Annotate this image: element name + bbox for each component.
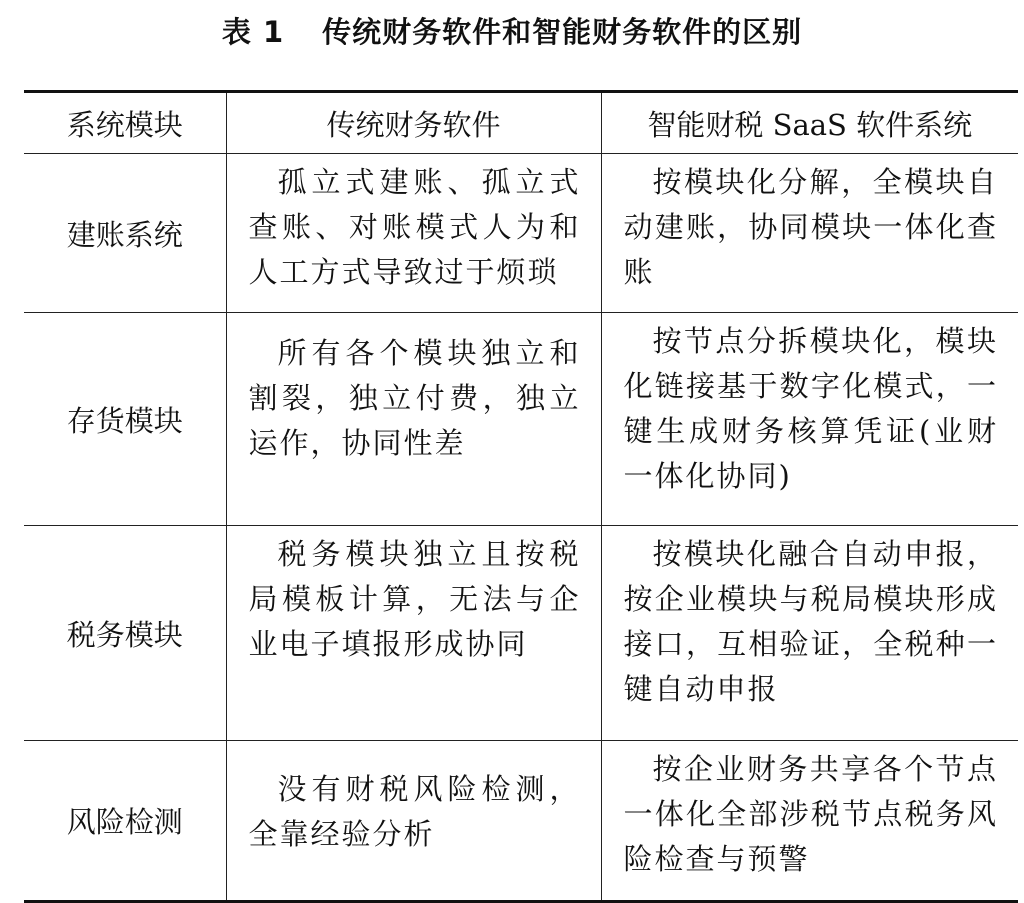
traditional-cell [226, 154, 601, 313]
table-caption [0, 12, 1024, 52]
saas-cell [601, 741, 1018, 902]
traditional-text: 税务模块独立且按税局模板计算，无法与企业电子填报形成协同 [248, 537, 581, 661]
table-row [24, 741, 1018, 902]
traditional-text: 所有各个模块独立和割裂，独立付费，独立运作，协同性差 [248, 336, 581, 460]
saas-cell [601, 154, 1018, 313]
saas-cell [601, 526, 1018, 741]
table-number: 表 1 [221, 15, 285, 49]
traditional-cell [226, 313, 601, 526]
table-title: 传统财务软件和智能财务软件的区别 [322, 15, 803, 49]
table-header-row [24, 92, 1018, 154]
traditional-text: 孤立式建账、孤立式查账、对账模式人为和人工方式导致过于烦琐 [248, 165, 581, 289]
traditional-cell [226, 526, 601, 741]
saas-text: 按模块化融合自动申报，按企业模块与税局模块形成接口，互相验证，全税种一键自动申报 [623, 537, 998, 706]
saas-text: 按模块化分解，全模块自动建账，协同模块一体化查账 [623, 165, 998, 289]
module-cell: 税务模块 [24, 526, 226, 741]
table-row [24, 526, 1018, 741]
saas-text: 按节点分拆模块化，模块化链接基于数字化模式，一键生成财务核算凭证(业财一体化协同) [623, 324, 998, 493]
header-traditional: 传统财务软件 [226, 92, 601, 154]
module-cell: 建账系统 [24, 154, 226, 313]
header-saas: 智能财税 SaaS 软件系统 [601, 92, 1018, 154]
table-row [24, 154, 1018, 313]
saas-cell [601, 313, 1018, 526]
traditional-cell [226, 741, 601, 902]
comparison-table [24, 90, 1018, 903]
traditional-text: 没有财税风险检测，全靠经验分析 [248, 772, 581, 851]
module-cell: 风险检测 [24, 741, 226, 902]
module-cell: 存货模块 [24, 313, 226, 526]
table-row [24, 313, 1018, 526]
header-module: 系统模块 [24, 92, 226, 154]
saas-text: 按企业财务共享各个节点一体化全部涉税节点税务风险检查与预警 [623, 752, 998, 876]
